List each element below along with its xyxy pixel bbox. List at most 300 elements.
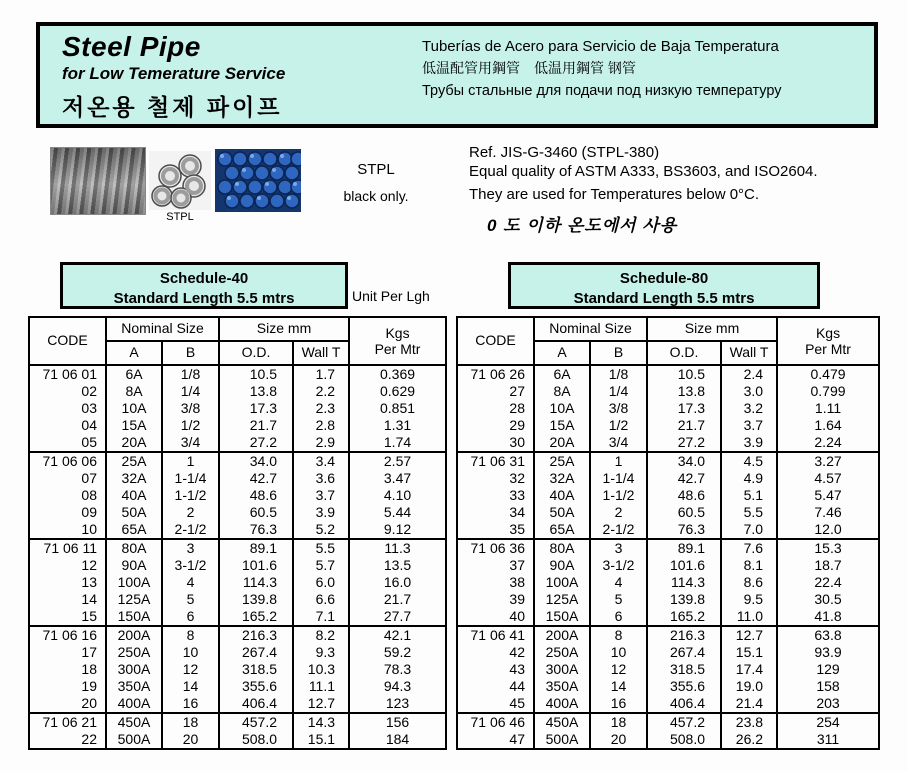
cell-wall-t: 5.7 bbox=[293, 557, 349, 574]
cell-wall-t: 8.1 bbox=[721, 557, 777, 574]
cell-wall-t: 21.4 bbox=[721, 695, 777, 713]
table-row bbox=[29, 539, 446, 557]
table-row bbox=[457, 452, 879, 470]
page-title: Steel Pipe bbox=[62, 31, 201, 62]
table-row bbox=[457, 661, 879, 678]
cell-wall-t: 7.6 bbox=[721, 539, 777, 557]
cell-od: 21.7 bbox=[647, 417, 721, 434]
cell-wall-t: 23.8 bbox=[721, 713, 777, 731]
cell-od: 355.6 bbox=[219, 678, 293, 695]
cell-code: 40 bbox=[457, 608, 534, 626]
col-header-code: CODE bbox=[457, 317, 534, 365]
schedule-80-table bbox=[456, 316, 880, 750]
cell-nominal-b: 20 bbox=[162, 731, 219, 749]
cell-nominal-a: 200A bbox=[534, 626, 590, 644]
cell-wall-t: 3.4 bbox=[293, 452, 349, 470]
col-header-a: A bbox=[106, 341, 162, 365]
cell-nominal-a: 300A bbox=[106, 661, 162, 678]
cell-nominal-a: 450A bbox=[534, 713, 590, 731]
cell-kgs-per-mtr: 129 bbox=[777, 661, 879, 678]
cell-kgs-per-mtr: 5.47 bbox=[777, 487, 879, 504]
cell-od: 101.6 bbox=[219, 557, 293, 574]
cell-nominal-b: 2 bbox=[590, 504, 647, 521]
cell-od: 21.7 bbox=[219, 417, 293, 434]
cell-nominal-a: 250A bbox=[534, 644, 590, 661]
usage-note-korean: 0 도 이하 온도에서 사용 bbox=[487, 216, 678, 235]
cell-wall-t: 9.5 bbox=[721, 591, 777, 608]
table-row bbox=[29, 574, 446, 591]
cell-nominal-b: 10 bbox=[590, 644, 647, 661]
cell-wall-t: 10.3 bbox=[293, 661, 349, 678]
cell-code: 14 bbox=[29, 591, 106, 608]
table-row bbox=[29, 626, 446, 644]
cell-wall-t: 1.7 bbox=[293, 365, 349, 383]
cell-kgs-per-mtr: 203 bbox=[777, 695, 879, 713]
schedule-40-title: Schedule-40 bbox=[159, 270, 249, 287]
table-row bbox=[457, 400, 879, 417]
cell-nominal-b: 14 bbox=[162, 678, 219, 695]
cell-nominal-b: 3/4 bbox=[162, 434, 219, 452]
cell-kgs-per-mtr: 156 bbox=[349, 713, 446, 731]
col-header-a: A bbox=[534, 341, 590, 365]
cell-nominal-a: 500A bbox=[106, 731, 162, 749]
table-row bbox=[29, 731, 446, 749]
cell-kgs-per-mtr: 42.1 bbox=[349, 626, 446, 644]
cell-code: 71 06 01 bbox=[29, 365, 106, 383]
cell-code: 20 bbox=[29, 695, 106, 713]
table-row bbox=[457, 695, 879, 713]
cell-od: 139.8 bbox=[647, 591, 721, 608]
cell-wall-t: 14.3 bbox=[293, 713, 349, 731]
cell-nominal-b: 2 bbox=[162, 504, 219, 521]
cell-nominal-b: 1/2 bbox=[590, 417, 647, 434]
blue-pipes-bundle-photo bbox=[215, 149, 301, 212]
cell-code: 71 06 36 bbox=[457, 539, 534, 557]
cell-code: 45 bbox=[457, 695, 534, 713]
cell-code: 71 06 31 bbox=[457, 452, 534, 470]
cell-wall-t: 2.2 bbox=[293, 383, 349, 400]
cell-code: 19 bbox=[29, 678, 106, 695]
cell-nominal-b: 3-1/2 bbox=[590, 557, 647, 574]
cell-nominal-b: 14 bbox=[590, 678, 647, 695]
table-row bbox=[457, 417, 879, 434]
table-row bbox=[29, 434, 446, 452]
cell-nominal-b: 16 bbox=[162, 695, 219, 713]
cell-code: 32 bbox=[457, 470, 534, 487]
schedule-80-header-box bbox=[508, 262, 820, 309]
cell-nominal-a: 80A bbox=[534, 539, 590, 557]
cell-code: 09 bbox=[29, 504, 106, 521]
col-header-kgs-per-mtr bbox=[349, 317, 446, 365]
table-row bbox=[457, 644, 879, 661]
cell-code: 29 bbox=[457, 417, 534, 434]
cell-od: 267.4 bbox=[219, 644, 293, 661]
table-row bbox=[457, 574, 879, 591]
cell-nominal-b: 1-1/4 bbox=[162, 470, 219, 487]
cell-nominal-a: 10A bbox=[534, 400, 590, 417]
cell-wall-t: 7.1 bbox=[293, 608, 349, 626]
kgs-label-line2: Per Mtr bbox=[805, 341, 851, 357]
cell-nominal-b: 5 bbox=[590, 591, 647, 608]
cell-code: 42 bbox=[457, 644, 534, 661]
cell-code: 43 bbox=[457, 661, 534, 678]
table-row bbox=[457, 365, 879, 383]
cell-nominal-a: 500A bbox=[534, 731, 590, 749]
cell-nominal-b: 5 bbox=[162, 591, 219, 608]
cell-code: 04 bbox=[29, 417, 106, 434]
cell-code: 03 bbox=[29, 400, 106, 417]
cell-kgs-per-mtr: 0.629 bbox=[349, 383, 446, 400]
cell-wall-t: 15.1 bbox=[721, 644, 777, 661]
title-russian: Трубы стальные для подачи под низкую температуру bbox=[422, 82, 782, 99]
cell-code: 28 bbox=[457, 400, 534, 417]
cell-od: 457.2 bbox=[647, 713, 721, 731]
cell-kgs-per-mtr: 3.27 bbox=[777, 452, 879, 470]
kgs-label-line1: Kgs bbox=[385, 324, 410, 341]
col-header-b: B bbox=[590, 341, 647, 365]
cell-code: 27 bbox=[457, 383, 534, 400]
cell-od: 34.0 bbox=[647, 452, 721, 470]
cell-kgs-per-mtr: 2.24 bbox=[777, 434, 879, 452]
cell-nominal-b: 1/8 bbox=[162, 365, 219, 383]
table-row bbox=[29, 678, 446, 695]
cell-od: 17.3 bbox=[647, 400, 721, 417]
cell-nominal-b: 1/4 bbox=[590, 383, 647, 400]
cell-od: 76.3 bbox=[647, 521, 721, 539]
schedule-80-length: Standard Length 5.5 mtrs bbox=[573, 289, 755, 307]
cell-kgs-per-mtr: 21.7 bbox=[349, 591, 446, 608]
cell-nominal-a: 50A bbox=[106, 504, 162, 521]
cell-nominal-a: 80A bbox=[106, 539, 162, 557]
cell-wall-t: 8.6 bbox=[721, 574, 777, 591]
cell-wall-t: 12.7 bbox=[293, 695, 349, 713]
cell-nominal-a: 150A bbox=[106, 608, 162, 626]
cell-code: 71 06 46 bbox=[457, 713, 534, 731]
table-row bbox=[457, 557, 879, 574]
table-row bbox=[457, 504, 879, 521]
table-row bbox=[29, 591, 446, 608]
cell-nominal-a: 350A bbox=[534, 678, 590, 695]
cell-od: 101.6 bbox=[647, 557, 721, 574]
cell-od: 318.5 bbox=[647, 661, 721, 678]
schedule-40-length: Standard Length 5.5 mtrs bbox=[113, 289, 295, 307]
col-header-od: O.D. bbox=[647, 341, 721, 365]
table-row bbox=[29, 521, 446, 539]
cell-nominal-a: 65A bbox=[534, 521, 590, 539]
cell-code: 71 06 16 bbox=[29, 626, 106, 644]
cell-kgs-per-mtr: 2.57 bbox=[349, 452, 446, 470]
cell-kgs-per-mtr: 0.369 bbox=[349, 365, 446, 383]
cell-od: 216.3 bbox=[647, 626, 721, 644]
cell-od: 165.2 bbox=[647, 608, 721, 626]
table-row bbox=[29, 383, 446, 400]
cell-nominal-b: 3/8 bbox=[162, 400, 219, 417]
cell-kgs-per-mtr: 254 bbox=[777, 713, 879, 731]
cell-nominal-a: 40A bbox=[534, 487, 590, 504]
cell-od: 406.4 bbox=[647, 695, 721, 713]
cell-code: 71 06 06 bbox=[29, 452, 106, 470]
cell-nominal-b: 2-1/2 bbox=[590, 521, 647, 539]
cell-kgs-per-mtr: 4.57 bbox=[777, 470, 879, 487]
cell-nominal-a: 90A bbox=[106, 557, 162, 574]
cell-code: 71 06 11 bbox=[29, 539, 106, 557]
table-row bbox=[29, 487, 446, 504]
cell-kgs-per-mtr: 15.3 bbox=[777, 539, 879, 557]
cell-kgs-per-mtr: 11.3 bbox=[349, 539, 446, 557]
col-header-b: B bbox=[162, 341, 219, 365]
cell-kgs-per-mtr: 18.7 bbox=[777, 557, 879, 574]
cell-od: 89.1 bbox=[647, 539, 721, 557]
table-row bbox=[457, 521, 879, 539]
cell-nominal-b: 4 bbox=[162, 574, 219, 591]
cell-nominal-a: 100A bbox=[534, 574, 590, 591]
cell-od: 114.3 bbox=[219, 574, 293, 591]
reference-standard: Ref. JIS-G-3460 (STPL-380) bbox=[469, 144, 660, 161]
cell-nominal-b: 12 bbox=[590, 661, 647, 678]
table-row bbox=[29, 504, 446, 521]
cell-wall-t: 3.9 bbox=[293, 504, 349, 521]
cell-kgs-per-mtr: 1.11 bbox=[777, 400, 879, 417]
cell-wall-t: 7.0 bbox=[721, 521, 777, 539]
cell-code: 07 bbox=[29, 470, 106, 487]
cell-nominal-a: 350A bbox=[106, 678, 162, 695]
cell-wall-t: 4.5 bbox=[721, 452, 777, 470]
col-header-od: O.D. bbox=[219, 341, 293, 365]
cell-code: 18 bbox=[29, 661, 106, 678]
cell-kgs-per-mtr: 5.44 bbox=[349, 504, 446, 521]
cell-kgs-per-mtr: 0.479 bbox=[777, 365, 879, 383]
cell-code: 37 bbox=[457, 557, 534, 574]
cell-code: 71 06 21 bbox=[29, 713, 106, 731]
cell-nominal-b: 1-1/2 bbox=[590, 487, 647, 504]
cell-wall-t: 26.2 bbox=[721, 731, 777, 749]
cell-nominal-b: 8 bbox=[590, 626, 647, 644]
col-header-wall-t: Wall T bbox=[293, 341, 349, 365]
table-row bbox=[457, 487, 879, 504]
cell-nominal-a: 6A bbox=[534, 365, 590, 383]
cell-kgs-per-mtr: 16.0 bbox=[349, 574, 446, 591]
cell-nominal-b: 12 bbox=[162, 661, 219, 678]
cell-wall-t: 2.8 bbox=[293, 417, 349, 434]
cell-nominal-b: 1-1/4 bbox=[590, 470, 647, 487]
cell-wall-t: 2.3 bbox=[293, 400, 349, 417]
header-panel bbox=[36, 22, 878, 128]
cell-nominal-b: 1 bbox=[162, 452, 219, 470]
cell-nominal-b: 3-1/2 bbox=[162, 557, 219, 574]
cell-od: 355.6 bbox=[647, 678, 721, 695]
cell-code: 13 bbox=[29, 574, 106, 591]
cell-nominal-b: 3 bbox=[590, 539, 647, 557]
col-header-size-mm: Size mm bbox=[219, 317, 349, 341]
cell-nominal-a: 100A bbox=[106, 574, 162, 591]
cell-kgs-per-mtr: 311 bbox=[777, 731, 879, 749]
cell-nominal-a: 40A bbox=[106, 487, 162, 504]
unit-label: Unit Per Lgh bbox=[352, 288, 430, 304]
cell-od: 406.4 bbox=[219, 695, 293, 713]
cell-od: 216.3 bbox=[219, 626, 293, 644]
cell-nominal-a: 10A bbox=[106, 400, 162, 417]
cell-od: 165.2 bbox=[219, 608, 293, 626]
cell-od: 42.7 bbox=[219, 470, 293, 487]
table-row bbox=[457, 626, 879, 644]
table-row bbox=[457, 434, 879, 452]
cell-od: 27.2 bbox=[647, 434, 721, 452]
table-row bbox=[29, 608, 446, 626]
col-header-wall-t: Wall T bbox=[721, 341, 777, 365]
cell-kgs-per-mtr: 13.5 bbox=[349, 557, 446, 574]
table-row bbox=[29, 417, 446, 434]
cell-wall-t: 4.9 bbox=[721, 470, 777, 487]
cell-od: 76.3 bbox=[219, 521, 293, 539]
cell-nominal-a: 200A bbox=[106, 626, 162, 644]
cell-nominal-a: 250A bbox=[106, 644, 162, 661]
cell-nominal-b: 3/4 bbox=[590, 434, 647, 452]
cell-nominal-a: 450A bbox=[106, 713, 162, 731]
cell-kgs-per-mtr: 1.64 bbox=[777, 417, 879, 434]
cell-nominal-b: 6 bbox=[162, 608, 219, 626]
equivalence-note: Equal quality of ASTM A333, BS3603, and ISO2604. bbox=[469, 163, 818, 180]
cell-nominal-b: 16 bbox=[590, 695, 647, 713]
cell-kgs-per-mtr: 4.10 bbox=[349, 487, 446, 504]
table-header-row-1 bbox=[29, 317, 446, 341]
schedule-80-title: Schedule-80 bbox=[619, 270, 709, 287]
cell-kgs-per-mtr: 1.31 bbox=[349, 417, 446, 434]
cell-kgs-per-mtr: 93.9 bbox=[777, 644, 879, 661]
cell-nominal-a: 32A bbox=[106, 470, 162, 487]
steel-pipes-stack-photo bbox=[50, 147, 146, 215]
cell-code: 10 bbox=[29, 521, 106, 539]
cell-wall-t: 5.1 bbox=[721, 487, 777, 504]
cell-nominal-b: 1 bbox=[590, 452, 647, 470]
table-row bbox=[29, 452, 446, 470]
cell-od: 60.5 bbox=[647, 504, 721, 521]
cell-wall-t: 3.9 bbox=[721, 434, 777, 452]
cell-kgs-per-mtr: 12.0 bbox=[777, 521, 879, 539]
cell-nominal-a: 15A bbox=[534, 417, 590, 434]
cell-nominal-b: 1/2 bbox=[162, 417, 219, 434]
page-subtitle: for Low Temerature Service bbox=[62, 64, 286, 83]
cell-nominal-a: 150A bbox=[534, 608, 590, 626]
cell-od: 318.5 bbox=[219, 661, 293, 678]
cell-nominal-b: 18 bbox=[590, 713, 647, 731]
table-row bbox=[29, 713, 446, 731]
page-title-korean: 저온용 철제 파이프 bbox=[62, 94, 283, 120]
cell-wall-t: 11.0 bbox=[721, 608, 777, 626]
cell-nominal-a: 25A bbox=[106, 452, 162, 470]
table-row bbox=[29, 365, 446, 383]
header-translations bbox=[422, 35, 782, 102]
reference-block bbox=[469, 144, 818, 236]
table-row bbox=[457, 470, 879, 487]
cell-nominal-b: 3/8 bbox=[590, 400, 647, 417]
cell-nominal-a: 8A bbox=[534, 383, 590, 400]
cell-wall-t: 8.2 bbox=[293, 626, 349, 644]
cell-wall-t: 6.0 bbox=[293, 574, 349, 591]
cell-nominal-a: 15A bbox=[106, 417, 162, 434]
col-header-nominal-size: Nominal Size bbox=[534, 317, 647, 341]
cell-nominal-a: 125A bbox=[106, 591, 162, 608]
cell-code: 12 bbox=[29, 557, 106, 574]
cell-code: 08 bbox=[29, 487, 106, 504]
cell-nominal-b: 18 bbox=[162, 713, 219, 731]
title-spanish: Tuberías de Acero para Servicio de Baja Temperatura bbox=[422, 38, 779, 55]
cell-nominal-a: 90A bbox=[534, 557, 590, 574]
cell-od: 508.0 bbox=[219, 731, 293, 749]
table-row bbox=[29, 470, 446, 487]
cell-code: 30 bbox=[457, 434, 534, 452]
cell-nominal-a: 20A bbox=[106, 434, 162, 452]
cell-kgs-per-mtr: 0.851 bbox=[349, 400, 446, 417]
table-row bbox=[29, 661, 446, 678]
cell-kgs-per-mtr: 78.3 bbox=[349, 661, 446, 678]
table-row bbox=[29, 400, 446, 417]
schedule-40-header-box bbox=[60, 262, 348, 309]
cell-od: 508.0 bbox=[647, 731, 721, 749]
cell-code: 71 06 26 bbox=[457, 365, 534, 383]
table-row bbox=[29, 644, 446, 661]
cell-kgs-per-mtr: 22.4 bbox=[777, 574, 879, 591]
cell-kgs-per-mtr: 3.47 bbox=[349, 470, 446, 487]
cell-code: 71 06 41 bbox=[457, 626, 534, 644]
cell-wall-t: 17.4 bbox=[721, 661, 777, 678]
cell-kgs-per-mtr: 1.74 bbox=[349, 434, 446, 452]
cell-nominal-b: 1/8 bbox=[590, 365, 647, 383]
table-row bbox=[457, 608, 879, 626]
cell-nominal-b: 3 bbox=[162, 539, 219, 557]
cell-wall-t: 3.2 bbox=[721, 400, 777, 417]
table-header-row-1 bbox=[457, 317, 879, 341]
cell-kgs-per-mtr: 59.2 bbox=[349, 644, 446, 661]
cell-wall-t: 5.5 bbox=[721, 504, 777, 521]
cell-code: 15 bbox=[29, 608, 106, 626]
cell-od: 13.8 bbox=[219, 383, 293, 400]
cell-code: 35 bbox=[457, 521, 534, 539]
cell-od: 139.8 bbox=[219, 591, 293, 608]
cell-od: 10.5 bbox=[219, 365, 293, 383]
cell-nominal-a: 125A bbox=[534, 591, 590, 608]
cell-code: 33 bbox=[457, 487, 534, 504]
cell-code: 47 bbox=[457, 731, 534, 749]
table-row bbox=[457, 731, 879, 749]
cell-od: 89.1 bbox=[219, 539, 293, 557]
col-header-kgs-per-mtr bbox=[777, 317, 879, 365]
cell-nominal-a: 65A bbox=[106, 521, 162, 539]
cell-kgs-per-mtr: 94.3 bbox=[349, 678, 446, 695]
header-left bbox=[62, 31, 285, 122]
cell-kgs-per-mtr: 63.8 bbox=[777, 626, 879, 644]
cell-nominal-b: 1/4 bbox=[162, 383, 219, 400]
cell-od: 48.6 bbox=[219, 487, 293, 504]
cell-wall-t: 6.6 bbox=[293, 591, 349, 608]
cell-wall-t: 5.5 bbox=[293, 539, 349, 557]
table-row bbox=[457, 539, 879, 557]
cell-od: 27.2 bbox=[219, 434, 293, 452]
cell-nominal-a: 50A bbox=[534, 504, 590, 521]
cell-od: 48.6 bbox=[647, 487, 721, 504]
grade-note-block bbox=[330, 161, 422, 204]
cell-od: 267.4 bbox=[647, 644, 721, 661]
cell-wall-t: 3.6 bbox=[293, 470, 349, 487]
cell-code: 22 bbox=[29, 731, 106, 749]
cell-wall-t: 3.7 bbox=[721, 417, 777, 434]
cell-nominal-a: 20A bbox=[534, 434, 590, 452]
cell-code: 02 bbox=[29, 383, 106, 400]
cell-kgs-per-mtr: 158 bbox=[777, 678, 879, 695]
cell-kgs-per-mtr: 7.46 bbox=[777, 504, 879, 521]
cell-wall-t: 12.7 bbox=[721, 626, 777, 644]
cell-od: 457.2 bbox=[219, 713, 293, 731]
title-cjk: 低温配管用鋼管 低温用鋼管 钢管 bbox=[422, 60, 636, 77]
